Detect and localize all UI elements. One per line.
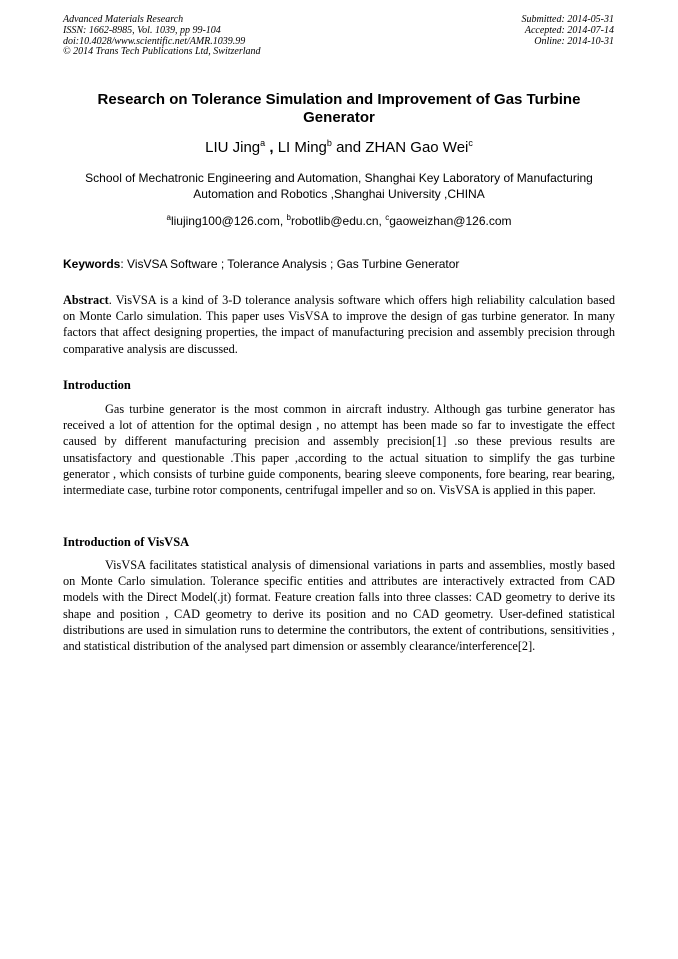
affiliation bbox=[63, 171, 615, 202]
affiliation-line-2: Automation and Robotics ,Shanghai University ,CHINA bbox=[193, 186, 485, 201]
author-1: LIU Jing bbox=[205, 139, 261, 156]
visvsa-text: VisVSA facilitates statistical analysis of dimensional variations in parts and assemblies, mostly based on Monte Carlo simulation. Tolerance specific entities and attributes are interactively extracted from CAD models with the Direct Model(.jt) format. Feature creation falls into three classes: CAD geometry to derive its shape and position , CAD geometry to derive its position and no CAD geometry. User-defined statistical distributions are used in simulation runs to determine the contributors, the extent of contributions, sensitivities , and statistical distribution of the analysed part dimension or assembly clearance/interference[2]. bbox=[63, 558, 615, 654]
author-2: LI Ming bbox=[277, 139, 327, 156]
doi-line: doi:10.4028/www.scientific.net/AMR.1039.99 bbox=[63, 35, 246, 47]
keywords-text: : VisVSA Software ; Tolerance Analysis ; Gas Turbine Generator bbox=[120, 257, 460, 271]
title-line-1: Research on Tolerance Simulation and Improvement of Gas Turbine bbox=[97, 91, 581, 108]
abstract-text: . VisVSA is a kind of 3-D tolerance analysis software which offers high reliability calculation based on Monte Carlo simulation. This paper uses VisVSA to improve the design of gas turbine generator. In many factors that affect designing properties, the impact of manufacturing precision and assembly precision through comparative analysis are discussed. bbox=[63, 293, 615, 356]
accepted-date: Accepted: 2014-07-14 bbox=[524, 24, 614, 36]
author-3: ZHAN Gao Wei bbox=[365, 139, 469, 156]
author-list bbox=[63, 138, 615, 156]
affiliation-line-1: School of Mechatronic Engineering and Automation, Shanghai Key Laboratory of Manufacturing bbox=[85, 171, 593, 185]
journal-name: Advanced Materials Research bbox=[63, 14, 184, 25]
visvsa-paragraph bbox=[63, 557, 615, 654]
email-a[interactable]: liujing100@126.com, bbox=[170, 214, 287, 228]
email-list bbox=[63, 213, 615, 228]
email-b[interactable]: robotlib@edu.cn, bbox=[290, 214, 386, 228]
online-date: Online: 2014-10-31 bbox=[534, 35, 614, 47]
visvsa-heading: Introduction of VisVSA bbox=[63, 535, 190, 549]
intro-paragraph bbox=[63, 401, 615, 498]
author-3-sup: c bbox=[468, 138, 473, 148]
email-b-sup: b bbox=[286, 213, 291, 222]
email-c[interactable]: gaoweizhan@126.com bbox=[389, 214, 512, 228]
dates-info bbox=[522, 15, 615, 47]
paper-title bbox=[63, 91, 615, 127]
issn-line: ISSN: 1662-8985, Vol. 1039, pp 99-104 bbox=[63, 24, 221, 36]
author-2-sup: b bbox=[326, 138, 332, 148]
intro-heading: Introduction bbox=[63, 378, 131, 392]
author-separator: , bbox=[265, 139, 278, 156]
author-1-sup: a bbox=[260, 138, 266, 148]
intro-text: Gas turbine generator is the most common in aircraft industry. Although gas turbine generator has received a lot of attention for the optimal design , no attempt has been made so far to investigate the effect caused by different manufacturing precision and assembly precision[1] .so these previous results are unsatisfactory and questionable .This paper ,according to the actual situation to simplify the gas turbine generator , which consists of turbine guide components, bearing sleeve components, fore bearing, rear bearing, intermediate case, turbine rotor components, centrifugal impeller and so on. VisVSA is applied in this paper. bbox=[63, 402, 615, 498]
submitted-date: Submitted: 2014-05-31 bbox=[521, 14, 614, 25]
abstract-label: Abstract bbox=[63, 293, 109, 307]
title-line-2: Generator bbox=[303, 109, 375, 126]
email-c-sup: c bbox=[385, 213, 390, 222]
author-and: and bbox=[331, 139, 366, 156]
copyright-line: © 2014 Trans Tech Publications Ltd, Switzerland bbox=[63, 46, 261, 58]
keywords-label: Keywords bbox=[63, 257, 121, 271]
email-a-sup: a bbox=[166, 213, 171, 222]
abstract bbox=[63, 292, 615, 357]
keywords bbox=[63, 257, 459, 271]
journal-info bbox=[63, 15, 261, 58]
